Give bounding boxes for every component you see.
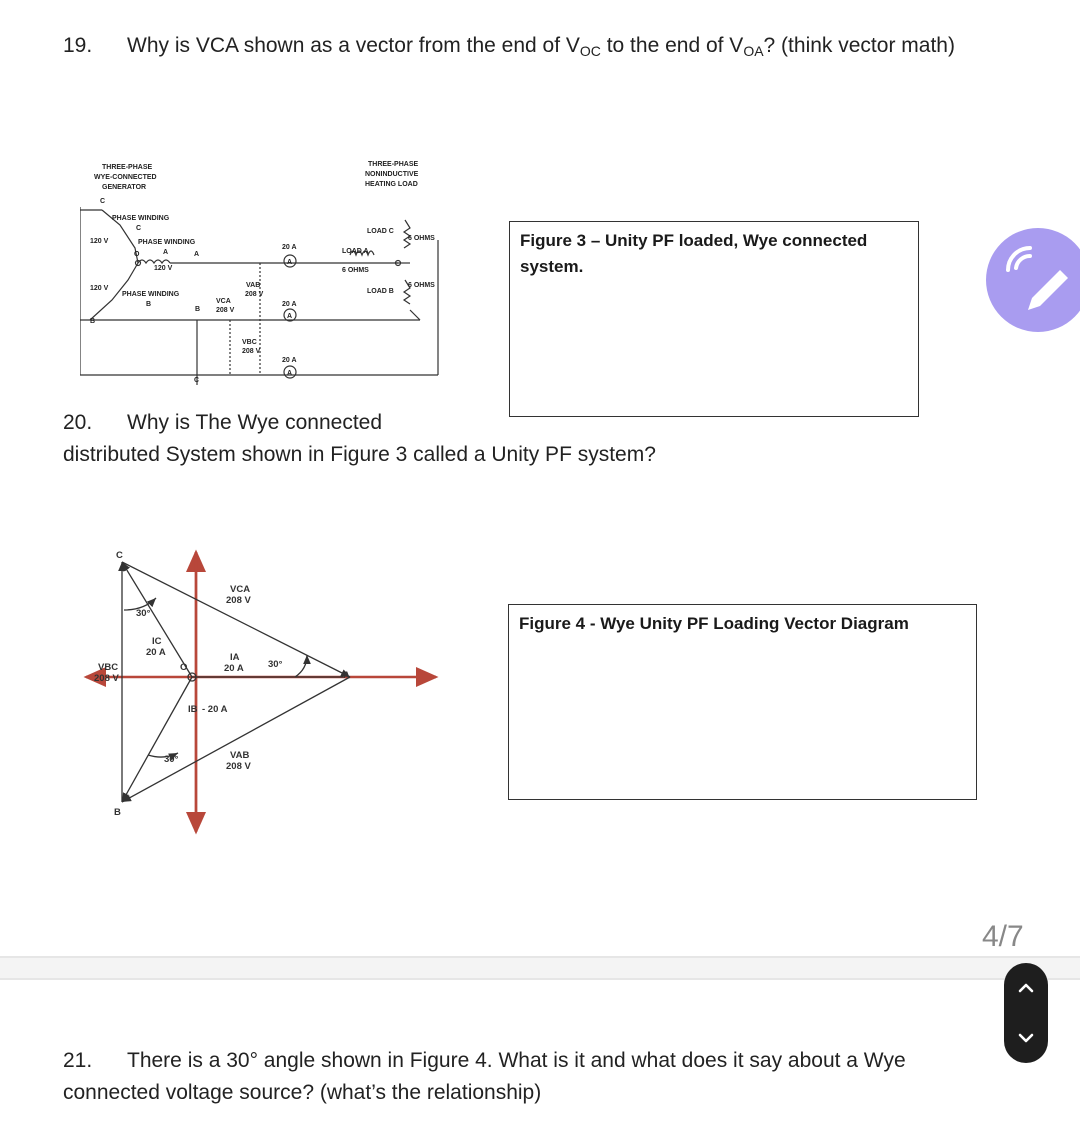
ic-value: 20 A	[146, 647, 166, 658]
subscript: OA	[743, 43, 764, 59]
amps-label: 20 A	[282, 301, 297, 308]
vertex-c-label: C	[116, 550, 123, 561]
page-divider	[0, 978, 1080, 980]
a-small-label: A	[163, 249, 169, 256]
load-c-resistor	[404, 220, 410, 248]
ic-label: IC	[152, 636, 162, 647]
gen-title-1: THREE-PHASE	[102, 164, 153, 171]
figure-4-vector-diagram	[80, 540, 445, 835]
ia-value: 20 A	[224, 663, 244, 674]
gen-title-3: GENERATOR	[102, 184, 147, 191]
c-small-label: C	[136, 225, 142, 232]
v120-left-label: 120 V	[90, 238, 109, 245]
ohms-c-label: 6 OHMS	[408, 235, 435, 242]
question-number: 21.	[63, 1049, 93, 1072]
ohms-a-label: 6 OHMS	[342, 267, 369, 274]
phase-winding-b-label: PHASE WINDING	[122, 291, 180, 298]
vab-side	[122, 677, 350, 802]
vca-label: VCA	[216, 298, 231, 305]
load-title-1: THREE-PHASE	[368, 161, 419, 168]
question-text: connected voltage source? (what’s the relationship)	[63, 1081, 542, 1104]
b-mid-label: B	[195, 306, 201, 313]
question-text: distributed System shown in Figure 3 called a Unity PF system?	[63, 443, 656, 466]
figure-3-caption-box	[509, 221, 919, 417]
v120-low-label: 120 V	[90, 285, 109, 292]
question-19	[63, 30, 1063, 62]
load-c-label: LOAD C	[367, 228, 394, 235]
vca-value: 208 V	[226, 595, 251, 606]
question-number: 20.	[63, 411, 93, 434]
ib-value: - 20 A	[202, 704, 228, 715]
vbc-label: VBC	[242, 339, 257, 346]
b-left-label: B	[90, 318, 96, 325]
vab-label: VAB	[230, 750, 250, 761]
question-text: Why is VCA shown as a vector from the end of V	[127, 34, 580, 57]
amps-label: 20 A	[282, 244, 297, 251]
question-21	[63, 1045, 993, 1109]
vertex-a-label: A	[343, 670, 350, 681]
vca-label: VCA	[230, 584, 251, 595]
ammeter-label: A	[287, 370, 293, 377]
pencil-icon	[986, 228, 1080, 332]
angle-arc-right	[295, 655, 307, 677]
angle-top-label: 30°	[136, 608, 151, 619]
question-number: 19.	[63, 34, 93, 57]
vbc-label: VBC	[98, 662, 119, 673]
figure-4-caption-box	[508, 604, 977, 800]
vab-value: 208 V	[245, 291, 264, 298]
figure-3-circuit-diagram	[80, 150, 450, 390]
subscript: OC	[579, 43, 601, 59]
winding-a	[138, 260, 170, 263]
angle-bottom-label: 30°	[164, 754, 179, 765]
edit-button[interactable]	[986, 228, 1080, 332]
load-b-label: LOAD B	[367, 288, 394, 295]
vca-value: 208 V	[216, 307, 235, 314]
vbc-value: 208 V	[94, 673, 119, 684]
b-small-label: B	[146, 301, 152, 308]
ia-label: IA	[230, 652, 240, 663]
page-indicator: 4/7	[982, 920, 1024, 953]
page-divider	[0, 956, 1080, 958]
o-small-label: O	[134, 251, 140, 258]
vab-value: 208 V	[226, 761, 251, 772]
a-right-label: A	[194, 251, 200, 258]
ammeter-label: A	[287, 259, 293, 266]
load-title-3: HEATING LOAD	[365, 181, 418, 188]
ib-label: IB	[188, 704, 198, 715]
v120-mid-label: 120 V	[154, 265, 173, 272]
phase-winding-a-label: PHASE WINDING	[138, 239, 196, 246]
gen-title-2: WYE-CONNECTED	[94, 174, 157, 181]
amps-label: 20 A	[282, 357, 297, 364]
c-top-label: C	[100, 198, 106, 205]
chevron-down-icon	[1018, 1032, 1034, 1044]
question-text: to the end of V	[600, 34, 744, 57]
ammeter-label: A	[287, 313, 293, 320]
question-text: ? (think vector math)	[763, 34, 955, 57]
vertex-b-label: B	[114, 807, 121, 818]
page-navigation	[1004, 963, 1048, 1063]
origin-label: O	[180, 662, 188, 673]
phase-winding-c-label: PHASE WINDING	[112, 215, 170, 222]
figure-3-caption: Figure 3 – Unity PF loaded, Wye connected system.	[520, 231, 868, 276]
question-text: There is a 30° angle shown in Figure 4. What is it and what does it say about a Wye	[127, 1049, 906, 1072]
figure-4-caption: Figure 4 - Wye Unity PF Loading Vector Diagram	[519, 614, 909, 633]
ohms-b-label: 6 OHMS	[408, 282, 435, 289]
page-gap	[0, 958, 1080, 978]
c-bottom-label: C	[194, 377, 200, 384]
question-text: Why is The Wye connected	[127, 411, 383, 434]
vbc-value: 208 V	[242, 348, 261, 355]
chevron-up-icon	[1018, 982, 1034, 994]
next-page-button[interactable]	[1004, 1013, 1048, 1063]
load-title-2: NONINDUCTIVE	[365, 171, 419, 178]
vab-label: VAB	[246, 282, 261, 289]
load-a-label: LOAD A	[342, 248, 369, 255]
question-20	[63, 407, 763, 471]
previous-page-button[interactable]	[1004, 963, 1048, 1013]
wire	[410, 310, 420, 320]
angle-right-label: 30°	[268, 659, 283, 670]
